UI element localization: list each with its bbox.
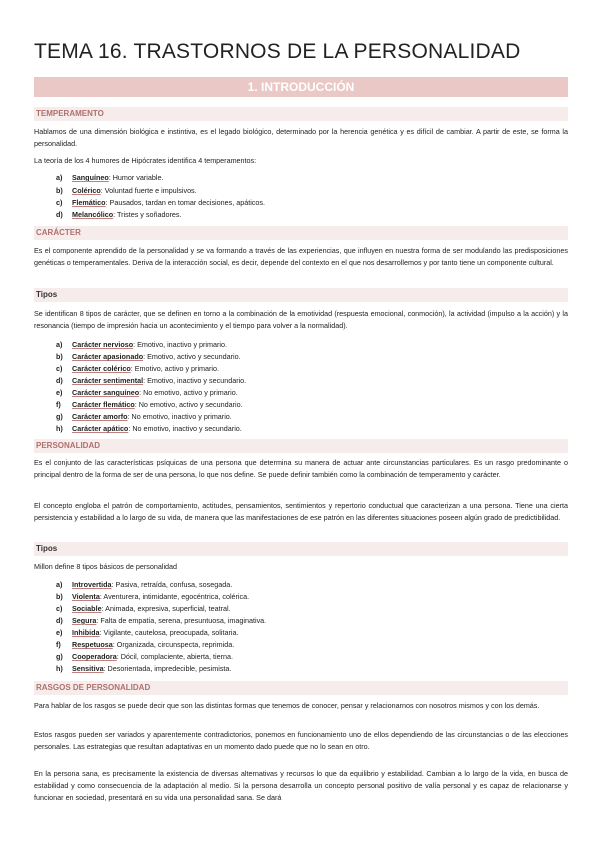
list-item: f) Respetuosa: Organizada, circunspecta, reprimida. [56,640,235,649]
list-item: a) Introvertida: Pasiva, retraída, confusa, sosegada. [56,580,233,589]
temperamento-para-1: Hablamos de una dimensión biológica e instintiva, es el legado biológico, determinado por la herencia genética y es difícil de cambiar. A partir de este, se forma la personalidad. [34,127,568,148]
caracter-para-2: Se identifican 8 tipos de carácter, que se definen en torno a la combinación de la emotividad (respuesta emocional, conmoción), la actividad (impulso a la acción) y la resonancia (tiempo de impresión hacia un acontecimiento y el tiempo para volver a la normalidad). [34,309,568,330]
heading-caracter-tipos: Tipos [34,288,568,302]
heading-personalidad-tipos: Tipos [34,542,568,556]
personalidad-para-2: El concepto engloba el patrón de comportamiento, actitudes, pensamientos, sentimientos y repertorio conductual que caracterizan a una persona. Tiene una cierta persistencia y estabilidad a lo largo de su vida, de manera que las manifestaciones de ese patrón en las diferentes situaciones poseen algún grado de predictibilidad. [34,501,568,522]
personalidad-para-3: Millon define 8 tipos básicos de personalidad [34,562,178,571]
heading-personalidad: PERSONALIDAD [34,439,568,453]
list-item: b) Violenta: Aventurera, intimidante, egocéntrica, colérica. [56,592,250,601]
list-item: e) Inhibida: Vigilante, cautelosa, preocupada, solitaria. [56,628,239,637]
list-item: d) Segura: Falta de empatía, serena, presuntuosa, imaginativa. [56,616,267,625]
heading-temperamento: TEMPERAMENTO [34,107,568,121]
rasgos-para-3: En la persona sana, es precisamente la existencia de diversas alternativas y recursos lo que da equilibrio y estabilidad. Cambian a lo largo de la vida, en busca de estabilidad y como consecuencia de la adaptación al medio. Si la persona desarrolla un concepto personal positivo de valía personal y es capaz de relacionarse y funcionar en sociedad, presentará en su vida una personalidad sana. Se dará [34,769,568,802]
list-item: c) Carácter colérico: Emotivo, activo y primario. [56,364,220,373]
caracter-para-1: Es el componente aprendido de la personalidad y se va formando a través de las experiencias, que influyen en nuestra forma de ser modulando las predisposiciones genéticas o temperamentales. Deriva de la interacción social, es decir, depende del contexto en el que nos desarrollemos y por tanto tiene un componente cultural. [34,246,568,267]
personalidad-para-1: Es el conjunto de las características psíquicas de una persona que determina su manera de actuar ante circunstancias particulares. Es un rasgo predominante o principal dentro de la forma de ser de una persona, lo que nos define. Se puede definir también como la combinación de temperamento y carácter. [34,458,568,479]
rasgos-para-2: Estos rasgos pueden ser variados y aparentemente contradictorios, ponemos en funcionamiento uno de ellos dependiendo de las circunstancias o de las elecciones personales. Las estrategias que resultan adaptativas en un momento dado puede que no lo sean en otro. [34,730,568,751]
list-item: d) Melancólico: Tristes y soñadores. [56,210,182,219]
list-item: g) Cooperadora: Dócil, complaciente, abierta, tierna. [56,652,233,661]
list-item: f) Carácter flemático: No emotivo, activo y secundario. [56,400,243,409]
rasgos-para-1: Para hablar de los rasgos se puede decir que son las distintas formas que tenemos de conocer, pensar y relacionarnos con nosotros mismos y con los demás. [34,701,540,710]
list-item: d) Carácter sentimental: Emotivo, inactivo y secundario. [56,376,247,385]
list-item: b) Carácter apasionado: Emotivo, activo y secundario. [56,352,241,361]
list-item: g) Carácter amorfo: No emotivo, inactivo y primario. [56,412,232,421]
list-item: e) Carácter sanguíneo: No emotivo, activo y primario. [56,388,238,397]
list-item: h) Sensitiva: Desorientada, impredecible, pesimista. [56,664,232,673]
page-title: TEMA 16. TRASTORNOS DE LA PERSONALIDAD [34,40,521,63]
list-item: c) Sociable: Animada, expresiva, superficial, teatral. [56,604,231,613]
list-item: a) Carácter nervioso: Emotivo, inactivo y primario. [56,340,227,349]
heading-rasgos: RASGOS DE PERSONALIDAD [34,681,568,695]
temperamento-para-2: La teoría de los 4 humores de Hipócrates identifica 4 temperamentos: [34,156,257,165]
list-item: a) Sanguíneo: Humor variable. [56,173,164,182]
list-item: h) Carácter apático: No emotivo, inactivo y secundario. [56,424,242,433]
section-banner: 1. INTRODUCCIÓN [34,77,568,97]
list-item: b) Colérico: Voluntad fuerte e impulsivos. [56,186,197,195]
heading-caracter: CARÁCTER [34,226,568,240]
list-item: c) Flemático: Pausados, tardan en tomar decisiones, apáticos. [56,198,265,207]
